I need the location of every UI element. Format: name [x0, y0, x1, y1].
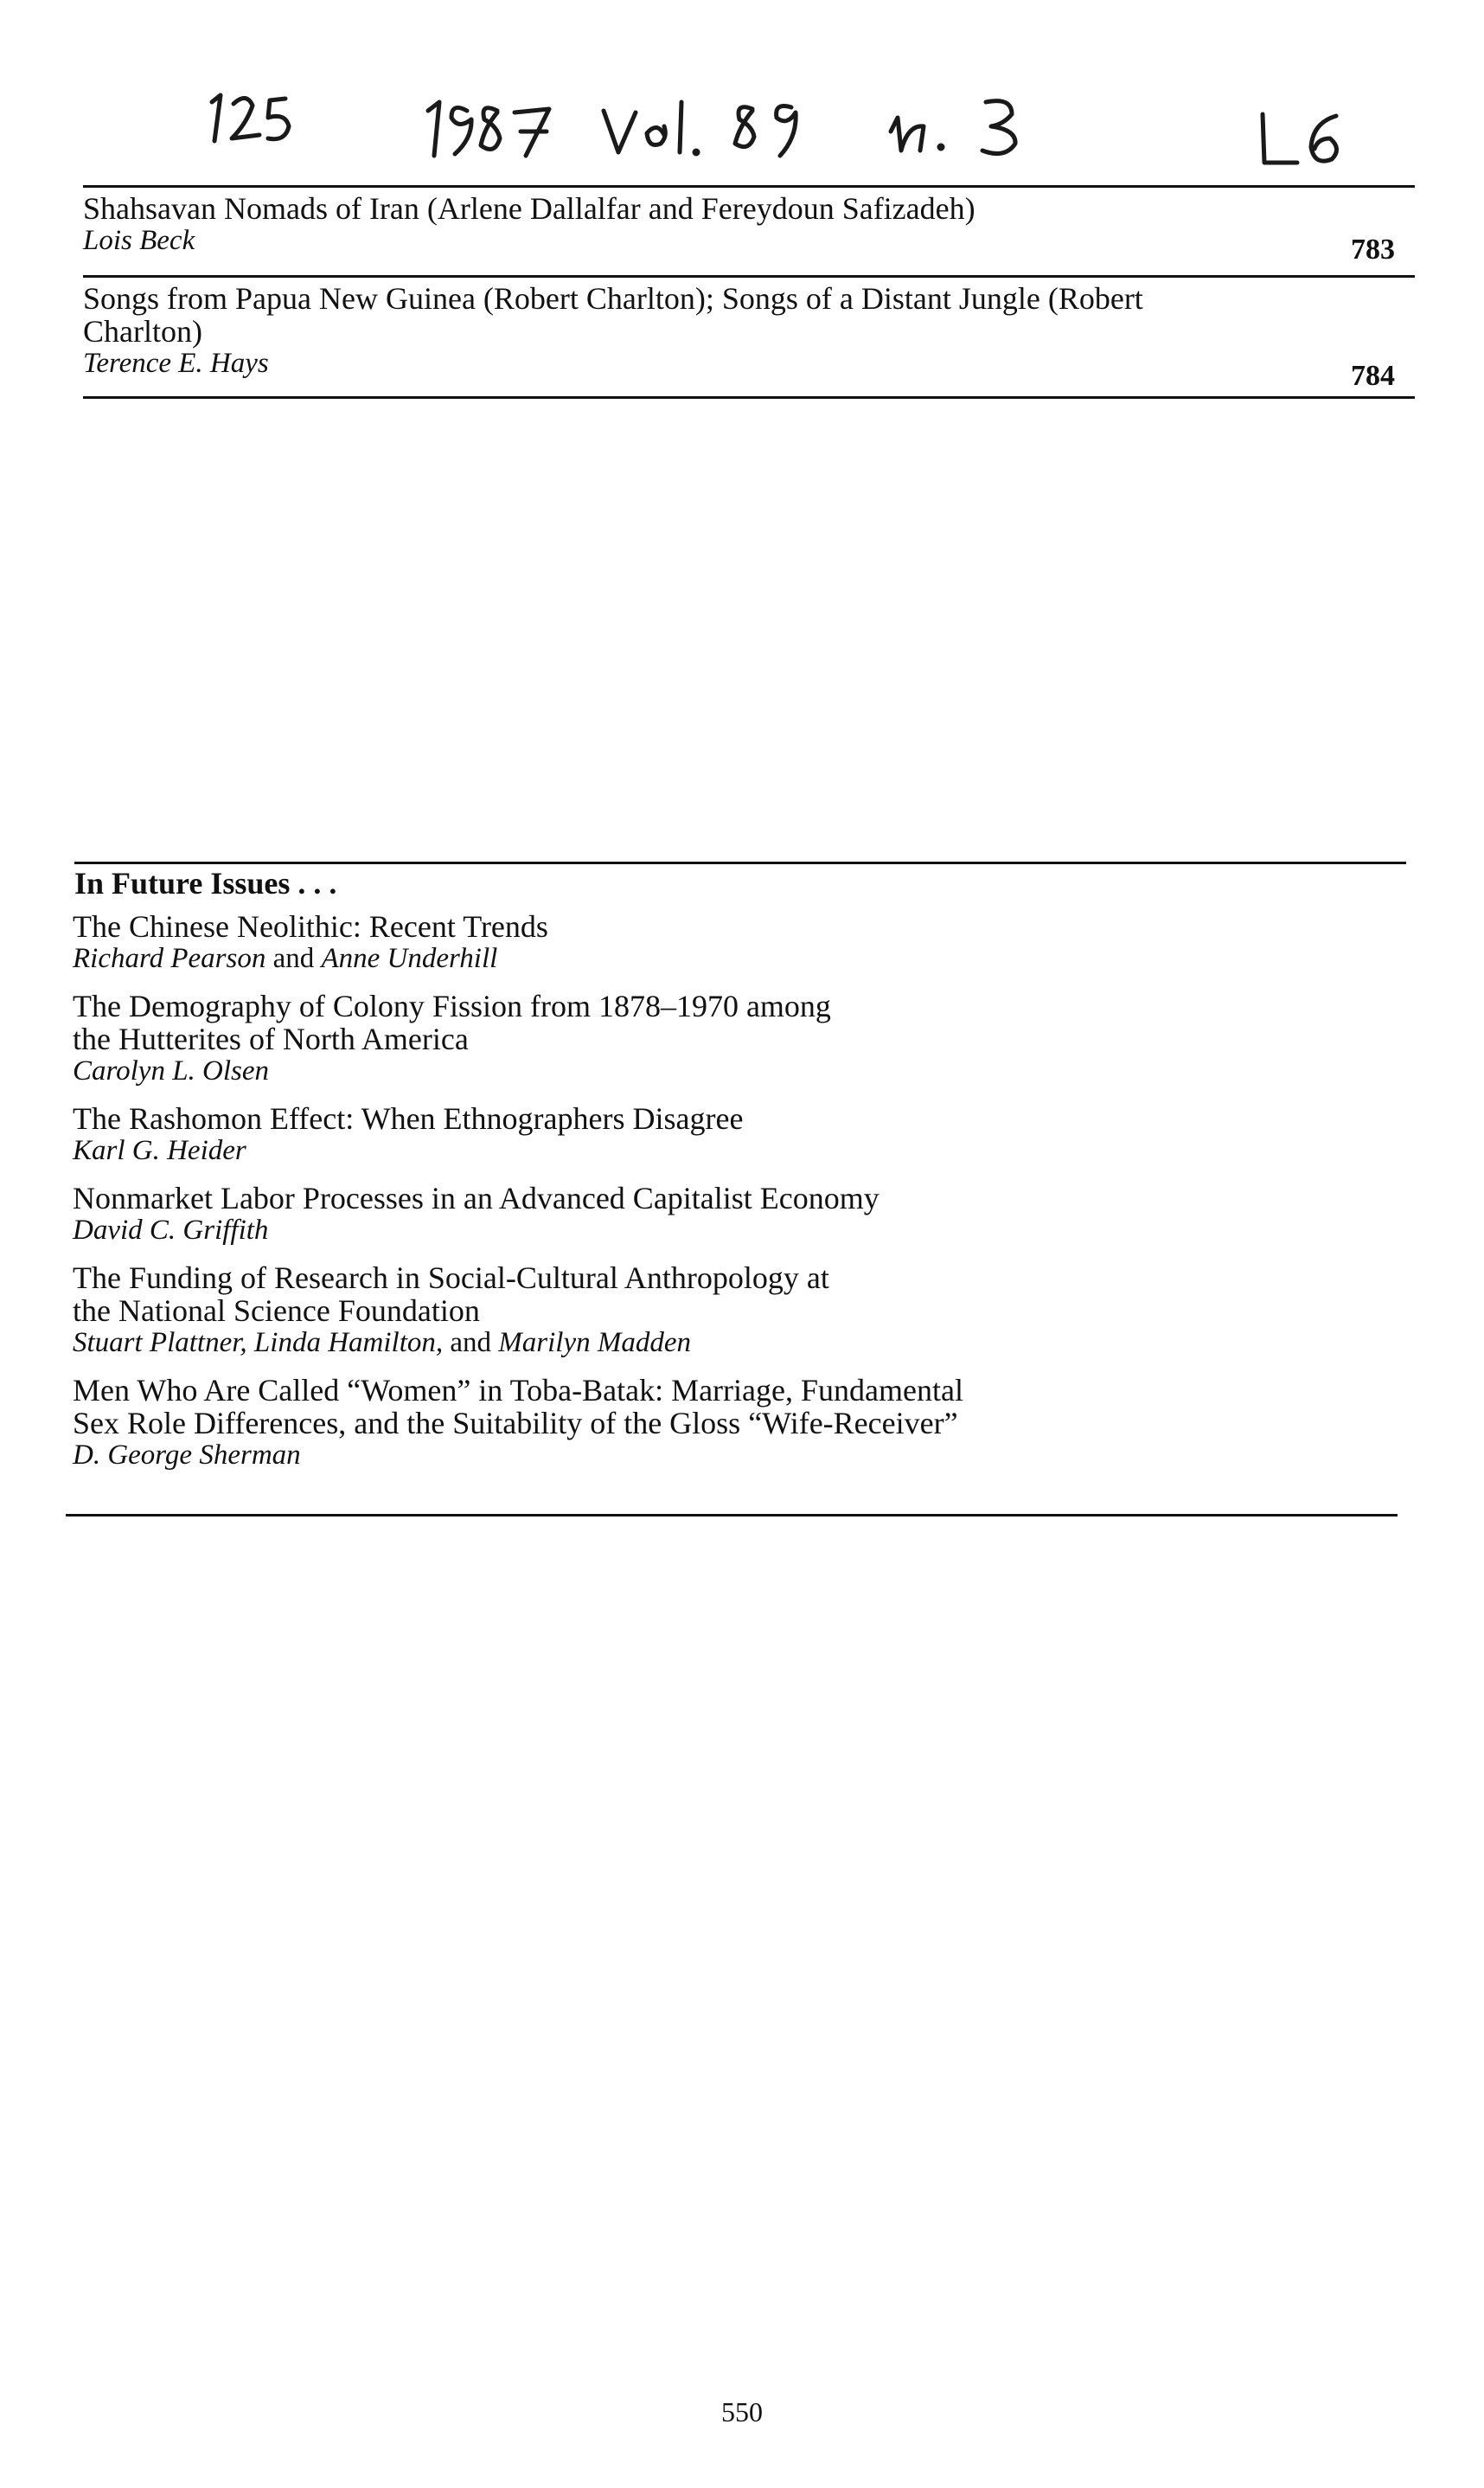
page-number: 550 — [721, 2396, 763, 2427]
future-article-title-line: Sex Role Differences, and the Suitability of the Gloss “Wife-Receiver” — [73, 1406, 958, 1440]
future-article-authors: Stuart Plattner, Linda Hamilton, and Marilyn Madden — [73, 1327, 691, 1358]
future-section-rule-top — [74, 862, 1406, 864]
future-section-rule-bottom — [66, 1514, 1398, 1517]
future-article-title: Nonmarket Labor Processes in an Advanced Capitalist Economy — [73, 1181, 880, 1215]
future-issues-heading: In Future Issues . . . — [74, 866, 337, 901]
future-article — [73, 1374, 1110, 1471]
future-article — [73, 1102, 1110, 1166]
review-reviewer: Lois Beck — [83, 225, 195, 256]
future-article-title: The Chinese Neolithic: Recent Trends — [73, 909, 548, 944]
future-article-title: The Rashomon Effect: When Ethnographers Disagree — [73, 1101, 744, 1136]
review-title: Shahsavan Nomads of Iran (Arlene Dallalfar and Fereydoun Safizadeh) — [83, 191, 975, 226]
future-article-title-line: the National Science Foundation — [73, 1293, 480, 1328]
future-article — [73, 990, 1110, 1087]
future-article-authors: Carolyn L. Olsen — [73, 1055, 270, 1087]
review-entry — [83, 282, 1415, 379]
future-article-authors: Karl G. Heider — [73, 1135, 246, 1166]
review-page-number: 784 — [1351, 360, 1395, 392]
future-article-title-line: The Demography of Colony Fission from 1878–1970 among — [73, 989, 831, 1023]
future-article-title-line: Men Who Are Called “Women” in Toba-Batak: Marriage, Fundamental — [73, 1373, 963, 1408]
future-article-authors: D. George Sherman — [73, 1440, 301, 1471]
future-article — [73, 1182, 1110, 1246]
review-title-line: Songs from Papua New Guinea (Robert Charlton); Songs of a Distant Jungle (Robert — [83, 281, 1143, 316]
review-title-line: Charlton) — [83, 314, 202, 349]
future-article-title-line: the Hutterites of North America — [73, 1022, 469, 1056]
future-article-authors: David C. Griffith — [73, 1215, 269, 1246]
future-article — [73, 1261, 1110, 1358]
review-reviewer: Terence E. Hays — [83, 348, 269, 379]
review-page-number: 783 — [1351, 234, 1395, 266]
future-issues-list — [73, 910, 1110, 1486]
top-rule — [83, 185, 1415, 188]
review-entry — [83, 192, 1415, 256]
future-article-title-line: The Funding of Research in Social-Cultural Anthropology at — [73, 1260, 829, 1295]
review-divider — [83, 275, 1415, 278]
handwritten-annotation — [199, 76, 1410, 171]
future-article — [73, 910, 1110, 974]
review-divider — [83, 396, 1415, 399]
future-article-authors: Richard Pearson and Anne Underhill — [73, 943, 498, 974]
